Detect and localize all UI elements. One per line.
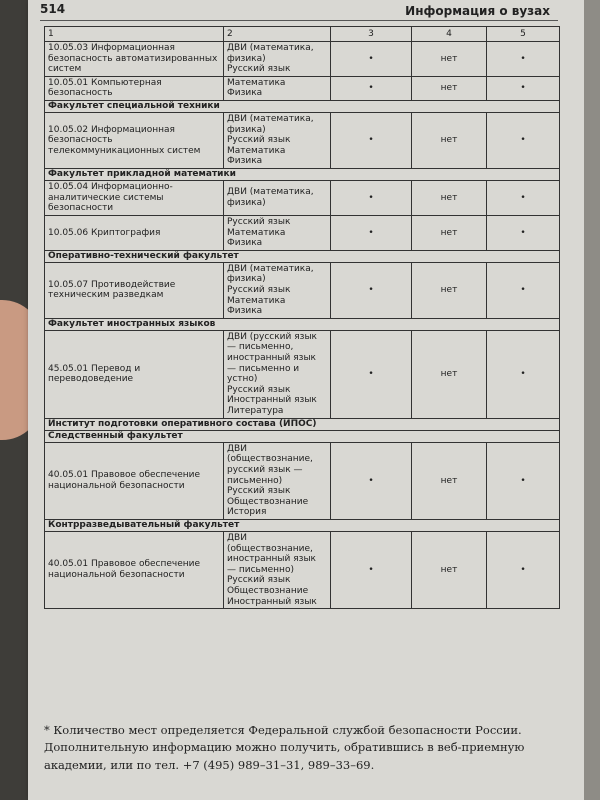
column-5-cell: • <box>487 42 560 77</box>
next-page-edge <box>584 0 600 800</box>
exams-cell <box>224 330 331 418</box>
table-row <box>45 262 560 318</box>
exam-item: Математика <box>227 145 286 156</box>
faculty-row <box>45 418 560 430</box>
faculty-row <box>45 519 560 531</box>
footnote: * Количество мест определяется Федеральной службой безопасности России. Дополнительную информацию можно получить, обратившись в веб-приемную академии, или по тел. +7 (495) 989–31–31, 989–33–69. <box>44 723 525 772</box>
running-title: Информация о вузах <box>405 4 550 18</box>
exams-cell <box>224 181 331 216</box>
specialty-cell: 10.05.03 Информационная безопасность автоматизированных систем <box>45 42 224 77</box>
faculty-row <box>45 250 560 262</box>
exam-item: История <box>227 507 267 518</box>
column-3-cell: • <box>331 330 412 418</box>
exam-item: Иностранный язык <box>227 395 317 406</box>
column-3-cell: • <box>331 181 412 216</box>
exam-item: Литература <box>227 406 284 417</box>
exam-item: Русский язык <box>227 64 291 75</box>
specialty-cell: 10.05.02 Информационная безопасность телекоммуникационных систем <box>45 113 224 169</box>
column-3-cell: • <box>331 262 412 318</box>
column-4-cell: нет <box>412 442 487 519</box>
exam-item: ДВИ (обществознание, иностранный язык — письменно) <box>227 532 316 575</box>
faculty-name: Факультет специальной техники <box>45 101 560 113</box>
exam-item: Русский язык <box>227 216 291 227</box>
specialty-cell: 10.05.07 Противодействие техническим разведкам <box>45 262 224 318</box>
table-row <box>45 113 560 169</box>
exam-item: Математика <box>227 77 286 88</box>
column-4-cell: нет <box>412 113 487 169</box>
exam-item: ДВИ (математика, физика) <box>227 114 314 135</box>
faculty-name: Факультет прикладной математики <box>45 169 560 181</box>
column-header: 2 <box>224 27 331 42</box>
exam-item: Русский язык <box>227 135 291 146</box>
column-5-cell: • <box>487 442 560 519</box>
exam-item: ДВИ (обществознание, русский язык — письменно) <box>227 443 313 486</box>
specialty-cell: 10.05.01 Компьютерная безопасность <box>45 76 224 100</box>
faculty-row <box>45 101 560 113</box>
faculty-name: Институт подготовки оперативного состава (ИПОС) <box>45 418 560 430</box>
exam-item: Физика <box>227 156 263 167</box>
column-4-cell: нет <box>412 181 487 216</box>
faculty-name: Следственный факультет <box>45 430 560 442</box>
faculty-row <box>45 169 560 181</box>
column-3-cell: • <box>331 113 412 169</box>
exam-item: Математика <box>227 227 286 238</box>
faculty-row <box>45 430 560 442</box>
column-5-cell: • <box>487 330 560 418</box>
column-4-cell: нет <box>412 330 487 418</box>
specialty-cell: 10.05.04 Информационно-аналитические системы безопасности <box>45 181 224 216</box>
faculty-row <box>45 318 560 330</box>
specialty-cell: 45.05.01 Перевод и переводоведение <box>45 330 224 418</box>
faculty-name: Контрразведывательный факультет <box>45 519 560 531</box>
header-rule <box>40 20 558 21</box>
column-3-cell: • <box>331 215 412 250</box>
specialty-cell: 10.05.06 Криптография <box>45 215 224 250</box>
exam-item: ДВИ (русский язык — письменно, иностранный язык — письменно и устно) <box>227 331 317 385</box>
column-header: 3 <box>331 27 412 42</box>
exam-item: Русский язык <box>227 486 291 497</box>
column-5-cell: • <box>487 76 560 100</box>
table-row <box>45 42 560 77</box>
faculty-name: Оперативно-технический факультет <box>45 250 560 262</box>
column-5-cell: • <box>487 215 560 250</box>
exam-item: Русский язык <box>227 384 291 395</box>
column-4-cell: нет <box>412 531 487 608</box>
column-header: 5 <box>487 27 560 42</box>
specialty-cell: 40.05.01 Правовое обеспечение национальной безопасности <box>45 531 224 608</box>
specialty-cell: 40.05.01 Правовое обеспечение национальной безопасности <box>45 442 224 519</box>
page-number: 514 <box>40 2 66 16</box>
column-3-cell: • <box>331 442 412 519</box>
exam-item: Физика <box>227 306 263 317</box>
column-header-row <box>45 27 560 42</box>
exam-item: Физика <box>227 88 263 99</box>
exams-cell <box>224 442 331 519</box>
column-header: 4 <box>412 27 487 42</box>
page-header <box>40 0 550 22</box>
column-5-cell: • <box>487 181 560 216</box>
table-row <box>45 76 560 100</box>
exam-item: ДВИ (математика, физика) <box>227 263 314 285</box>
column-3-cell: • <box>331 76 412 100</box>
table-row <box>45 181 560 216</box>
column-4-cell: нет <box>412 42 487 77</box>
exams-cell <box>224 215 331 250</box>
column-5-cell: • <box>487 113 560 169</box>
column-5-cell: • <box>487 531 560 608</box>
exam-item: ДВИ (математика, физика) <box>227 43 314 64</box>
table-row <box>45 215 560 250</box>
exams-cell <box>224 42 331 77</box>
column-4-cell: нет <box>412 215 487 250</box>
exam-item: Русский язык <box>227 575 291 586</box>
exams-cell <box>224 262 331 318</box>
column-3-cell: • <box>331 42 412 77</box>
exam-item: ДВИ (математика, физика) <box>227 187 314 208</box>
exams-cell <box>224 531 331 608</box>
exam-item: Физика <box>227 238 263 249</box>
exam-item: Иностранный язык <box>227 596 317 607</box>
column-5-cell: • <box>487 262 560 318</box>
admissions-table <box>44 26 560 609</box>
column-4-cell: нет <box>412 262 487 318</box>
exam-item: Русский язык <box>227 284 291 295</box>
faculty-name: Факультет иностранных языков <box>45 318 560 330</box>
column-4-cell: нет <box>412 76 487 100</box>
exams-cell <box>224 113 331 169</box>
column-3-cell: • <box>331 531 412 608</box>
table-row <box>45 442 560 519</box>
table-row <box>45 531 560 608</box>
table-row <box>45 330 560 418</box>
exam-item: Обществознание <box>227 585 309 596</box>
exam-item: Математика <box>227 295 286 306</box>
exams-cell <box>224 76 331 100</box>
column-header: 1 <box>45 27 224 42</box>
exam-item: Обществознание <box>227 496 309 507</box>
